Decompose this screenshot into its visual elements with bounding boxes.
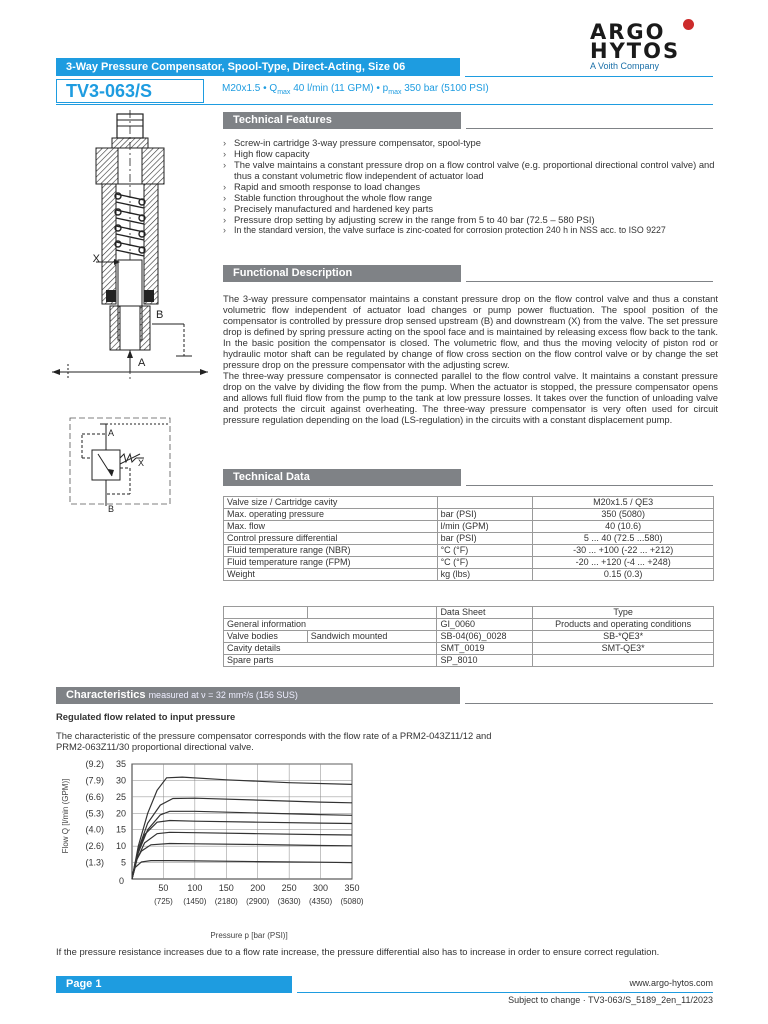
table-cell: 0.15 (0.3) — [533, 569, 714, 581]
chart-xtick-secondary: (725) — [154, 897, 173, 906]
brand-logo-dot — [683, 19, 694, 30]
brand-logo-line1: ARGO — [590, 20, 666, 44]
feature-item: › The valve maintains a constant pressure drop on a flow control valve (e.g. proportional directional control valve) and thus a constant volumetric flow independent of actuator load — [223, 159, 718, 181]
brand-logo-line2: HYTOS — [590, 39, 681, 63]
chart-xtick-secondary: (5080) — [340, 897, 364, 906]
table-cell: SMT_0019 — [437, 643, 533, 655]
table-cell: bar (PSI) — [437, 533, 533, 545]
functional-paragraph: The three-way pressure compensator is connected parallel to the flow control valve. It maintains a constant pressure drop on the valve by dividing the flow from the pump. When the actuator is stopped, the pressure compensator opens and allows full fluid flow from the pump to the tank at low pressure losses. It takes over the function of unloading valve and protects the circuit against overheating. The three-way pressure compensator is very often used for circuit pressure regulation depending on the load (LS-regulation) in the circuits with a constant displacement pump. — [223, 370, 718, 425]
chart-xtick-secondary: (2180) — [214, 897, 238, 906]
chart-ytick-label: 0 — [118, 876, 124, 886]
feature-item: › Precisely manufactured and hardened key parts — [223, 203, 718, 214]
table-cell: Data Sheet — [437, 607, 533, 619]
graph-intro: The characteristic of the pressure compensator corresponds with the flow rate of a PRM2-043Z11/12 and PRM2-063Z11/30 proportional directional valve. — [56, 730, 492, 752]
table-row — [224, 509, 714, 521]
feature-item: › In the standard version, the valve surface is zinc-coated for corrosion protection 240 h in NSS acc. to ISO 9227 — [223, 225, 718, 236]
port-b-label: B — [156, 309, 164, 321]
feature-item: › Stable function throughout the whole flow range — [223, 192, 718, 203]
chart-ytick-label: 20 — [115, 808, 126, 819]
table-cell: °C (°F) — [437, 557, 533, 569]
brand-tagline: A Voith Company — [590, 61, 660, 71]
chart-xtick-label: 200 — [250, 883, 266, 893]
table-cell: Max. flow — [224, 521, 438, 533]
technical-data-table — [223, 496, 714, 581]
chart-xtick-label: 250 — [281, 883, 297, 893]
page-number: Page 1 — [56, 976, 292, 993]
chart-ytick-label: 35 — [115, 759, 126, 769]
table-row — [224, 655, 714, 667]
chart-ytick-secondary: (1.3) — [85, 857, 104, 868]
characteristics-title: Characteristics — [66, 689, 146, 701]
chart-xtick-label: 100 — [187, 883, 203, 893]
table-cell: GI_0060 — [437, 619, 533, 631]
table-cell: °C (°F) — [437, 545, 533, 557]
spec-q-symbol: Q — [269, 83, 278, 94]
graph-title: Regulated flow related to input pressure — [56, 711, 236, 722]
table-row — [224, 619, 714, 631]
table-row — [224, 643, 714, 655]
characteristics-conditions: measured at ν = 32 mm²/s (156 SUS) — [148, 690, 298, 700]
functional-description — [223, 293, 718, 425]
chart-ytick-secondary: (7.9) — [85, 775, 104, 786]
feature-item: › High flow capacity — [223, 148, 718, 159]
table-cell: Max. operating pressure — [224, 509, 438, 521]
chart-xlabel: Pressure p [bar (PSI)] — [210, 931, 288, 940]
chart-xtick-secondary: (3630) — [277, 897, 301, 906]
chart-xtick-secondary: (2900) — [246, 897, 270, 906]
section-rule — [466, 128, 713, 129]
table-cell: SB-04(06)_0028 — [437, 631, 533, 643]
chart-ytick-secondary: (6.6) — [85, 791, 104, 802]
port-x-label: X — [92, 253, 100, 265]
feature-item: › Screw-in cartridge 3-way pressure compensator, spool-type — [223, 137, 718, 148]
table-cell: SP_8010 — [437, 655, 533, 667]
chart-series-line — [132, 832, 352, 879]
features-list — [223, 137, 718, 236]
chart-xtick-label: 50 — [158, 883, 169, 893]
table-cell: -20 ... +120 (-4 ... +248) — [533, 557, 714, 569]
table-cell: Cavity details — [224, 643, 437, 655]
section-rule — [466, 281, 713, 282]
table-row — [224, 545, 714, 557]
section-heading-features: Technical Features — [223, 112, 461, 129]
table-row — [224, 569, 714, 581]
footer-rule — [297, 992, 713, 993]
documents-table — [223, 606, 714, 667]
chart-ytick-secondary: (2.6) — [85, 841, 104, 852]
product-code: TV3-063/S — [66, 81, 153, 101]
table-row — [224, 631, 714, 643]
section-rule — [466, 485, 713, 486]
chart-series-line — [132, 821, 352, 880]
table-cell: l/min (GPM) — [437, 521, 533, 533]
table-cell: SMT-QE3* — [533, 643, 714, 655]
spec-p-sub: max — [388, 89, 402, 96]
chart-ytick-label: 30 — [115, 775, 126, 786]
feature-item: › Pressure drop setting by adjusting screw in the range from 5 to 40 bar (72.5 – 580 PSI) — [223, 214, 718, 225]
table-cell: kg (lbs) — [437, 569, 533, 581]
chart-xtick-secondary: (4350) — [309, 897, 333, 906]
table-cell: 5 ... 40 (72.5 ...580) — [533, 533, 714, 545]
symbol-x-label: X — [138, 458, 145, 468]
chart-ytick-secondary: (4.0) — [85, 824, 104, 835]
cartridge-cross-section — [44, 110, 216, 386]
document-title: 3-Way Pressure Compensator, Spool-Type, Direct-Acting, Size 06 — [56, 58, 460, 76]
section-heading-technical-data: Technical Data — [223, 469, 461, 486]
table-cell: bar (PSI) — [437, 509, 533, 521]
table-cell: SB-*QE3* — [533, 631, 714, 643]
table-row — [224, 557, 714, 569]
chart-xtick-secondary: (1450) — [183, 897, 207, 906]
table-cell: 40 (10.6) — [533, 521, 714, 533]
table-cell: Valve size / Cartridge cavity — [224, 497, 438, 509]
port-a-label: A — [138, 357, 146, 369]
chart-series-line — [132, 798, 352, 879]
spec-separator: • — [376, 83, 383, 94]
table-cell: Spare parts — [224, 655, 437, 667]
table-cell — [307, 607, 437, 619]
table-cell: M20x1.5 / QE3 — [533, 497, 714, 509]
symbol-a-label: A — [108, 428, 115, 438]
chart-ytick-label: 15 — [115, 824, 126, 835]
chart-series-line — [132, 777, 352, 879]
chart-ylabel: Flow Q [l/min (GPM)] — [61, 778, 70, 854]
section-rule — [465, 703, 713, 704]
table-header-row — [224, 497, 714, 509]
table-cell — [533, 655, 714, 667]
chart-ytick-secondary: (9.2) — [85, 759, 104, 769]
hydraulic-symbol — [60, 414, 180, 514]
spec-thread: M20x1.5 — [222, 83, 261, 94]
spec-p-value: 350 bar (5100 PSI) — [404, 83, 489, 94]
table-cell: -30 ... +100 (-22 ... +212) — [533, 545, 714, 557]
title-rule — [465, 76, 713, 77]
spec-separator: • — [263, 83, 270, 94]
spec-summary — [222, 82, 489, 100]
table-cell: 350 (5080) — [533, 509, 714, 521]
functional-paragraph: The 3-way pressure compensator maintains a constant pressure drop on the flow control valve and thus a constant volumetric flow independent of actuator load changes or pump power fluctuation. The spool position of the compensator is controlled by pressure drop sensed upstream (B) and downstream (X) from the valve. The set pressure drop is defined by spring pressure acting on the spool face and is maintained by releasing excess flow back to the tank. In the basic position the compensator is closed. The volumetric flow, and thus the moving velocity of piston rod or hydraulic motor shaft can be regulated by change of flow cross section on the flow control valve or by change the set pressure drop on the pressure compensator with the adjusting screw. — [223, 293, 718, 370]
table-cell: Type — [533, 607, 714, 619]
table-cell: Fluid temperature range (FPM) — [224, 557, 438, 569]
table-cell: General information — [224, 619, 437, 631]
chart-series-line — [132, 861, 352, 879]
spec-q-value: 40 l/min (11 GPM) — [293, 83, 374, 94]
table-cell: Products and operating conditions — [533, 619, 714, 631]
graph-note: If the pressure resistance increases due to a flow rate increase, the pressure differential also has to increase in order to ensure correct regulation. — [56, 946, 660, 957]
table-cell: Valve bodies — [224, 631, 308, 643]
spec-q-sub: max — [277, 89, 291, 96]
chart-ytick-secondary: (5.3) — [85, 808, 104, 819]
table-header-row — [224, 607, 714, 619]
section-heading-functional: Functional Description — [223, 265, 461, 282]
chart-ytick-label: 25 — [115, 791, 126, 802]
flow-pressure-chart — [56, 756, 376, 942]
header-rule — [56, 104, 713, 105]
footer-website[interactable]: www.argo-hytos.com — [629, 978, 713, 988]
symbol-b-label: B — [108, 504, 115, 514]
chart-ytick-label: 10 — [115, 841, 126, 852]
table-cell — [224, 607, 308, 619]
chart-ticks — [85, 759, 363, 906]
spec-p-symbol: p — [382, 83, 389, 94]
feature-item: › Rapid and smooth response to load changes — [223, 181, 718, 192]
table-cell: Fluid temperature range (NBR) — [224, 545, 438, 557]
table-row — [224, 521, 714, 533]
table-cell — [437, 497, 533, 509]
section-heading-characteristics — [56, 687, 460, 704]
table-row — [224, 533, 714, 545]
table-cell: Control pressure differential — [224, 533, 438, 545]
table-cell: Sandwich mounted — [307, 631, 437, 643]
chart-series — [132, 777, 352, 879]
chart-xtick-label: 150 — [218, 883, 234, 893]
chart-xtick-label: 350 — [344, 883, 360, 893]
chart-xtick-label: 300 — [313, 883, 329, 893]
chart-ytick-label: 5 — [120, 857, 126, 868]
footer-document-id: Subject to change · TV3-063/S_5189_2en_11/2023 — [508, 995, 713, 1005]
table-cell: Weight — [224, 569, 438, 581]
